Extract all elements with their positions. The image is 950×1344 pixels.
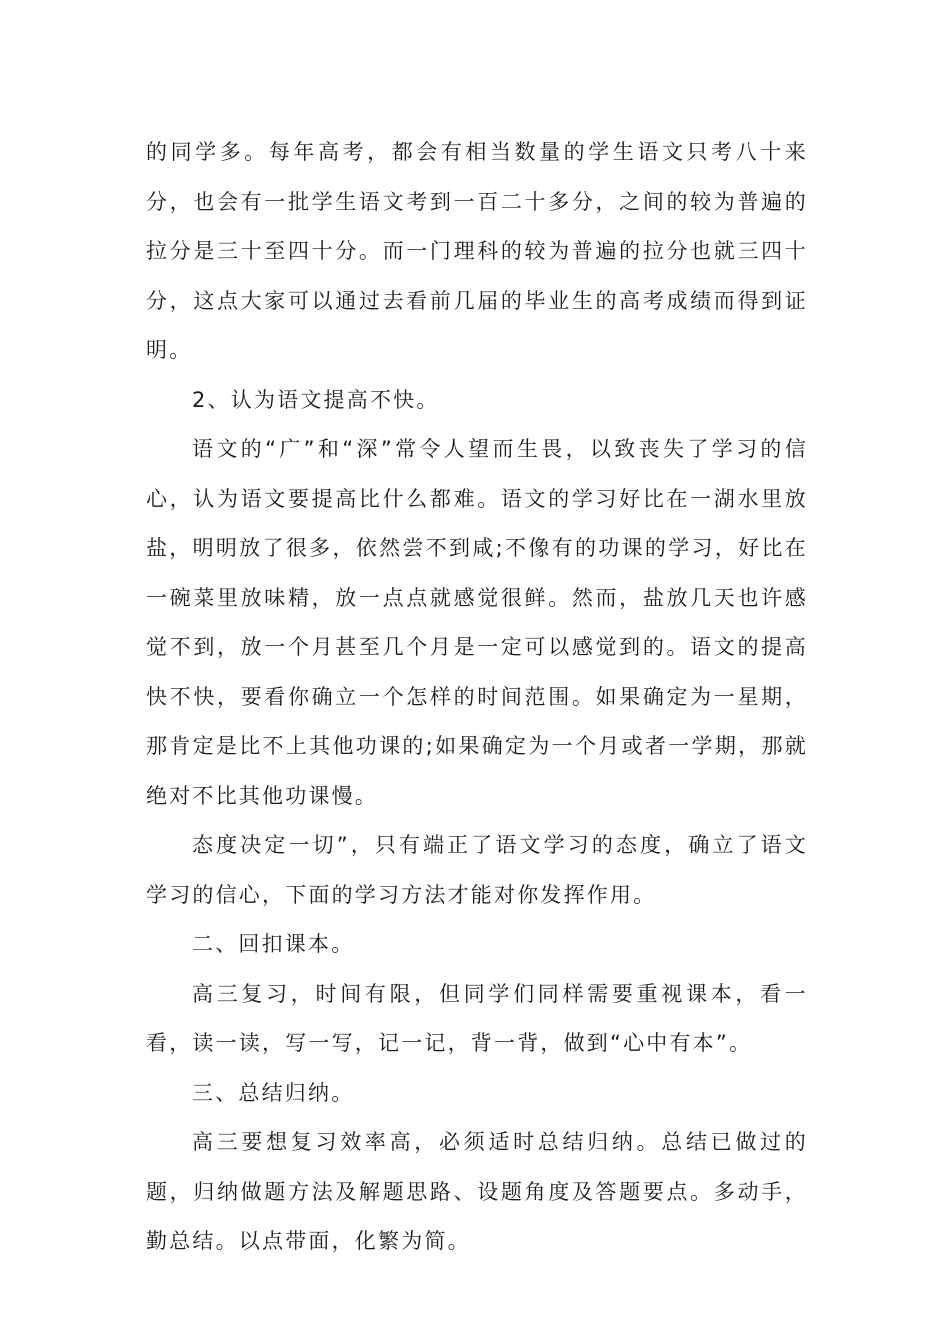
paragraph-section-2-body: 高三复习，时间有限，但同学们同样需要重视课本，看一看，读一读，写一写，记一记，背一背，做到“心中有本”。 [146, 981, 808, 1055]
section-heading-3: 三、总结归纳。 [192, 1080, 355, 1105]
paragraph-point-2-body: 语文的“广”和“深”常令人望而生畏，以致丧失了学习的信心，认为语文要提高比什么都难。语文的学习好比在一湖水里放盐，明明放了很多，依然尝不到咸;不像有的功课的学习，好比在一碗菜里放味精，放一点点就感觉很鲜。然而，盐放几天也许感觉不到，放一个月甚至几个月是一定可以感觉到的。语文的提高快不快，要看你确立一个怎样的时间范围。如果确定为一星期，那肯定是比不上其他功课的;如果确定为一个月或者一学期，那就绝对不比其他功课慢。 [146, 437, 808, 808]
document-body [146, 128, 808, 1267]
paragraph-continuation: 的同学多。每年高考，都会有相当数量的学生语文只考八十来分，也会有一批学生语文考到一百二十多分，之间的较为普遍的拉分是三十至四十分。而一门理科的较为普遍的拉分也就三四十分，这点大家可以通过去看前几届的毕业生的高考成绩而得到证明。 [146, 140, 808, 362]
section-heading-2: 二、回扣课本。 [192, 932, 355, 956]
paragraph-point-2-heading: 2、认为语文提高不快。 [192, 387, 440, 412]
paragraph-section-3-body: 高三要想复习效率高，必须适时总结归纳。总结已做过的题，归纳做题方法及解题思路、设题角度及答题要点。多动手，勤总结。以点带面，化繁为简。 [146, 1130, 808, 1253]
paragraph-attitude: 态度决定一切”，只有端正了语文学习的态度，确立了语文学习的信心，下面的学习方法才能对你发挥作用。 [146, 833, 808, 907]
